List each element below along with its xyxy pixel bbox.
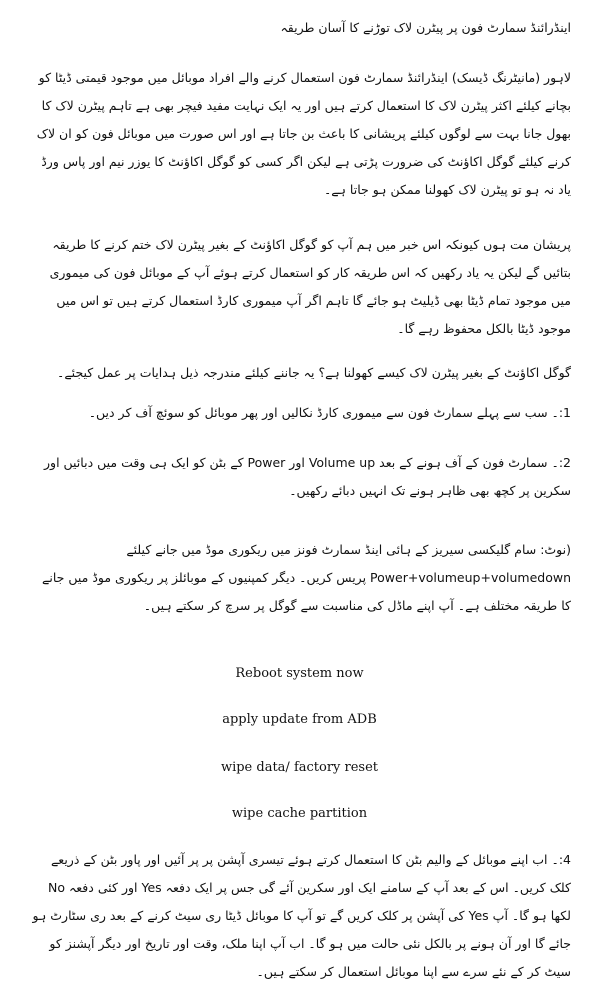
paragraph-instructions-intro: گوگل اکاؤنٹ کے بغیر پیٹرن لاک کیسے کھولنا ہے؟ یہ جاننے کیلئے مندرجہ ذیل ہدایات پر عمل کیجئے۔ xyxy=(57,365,571,380)
step-2: 2:۔ سمارٹ فون کے آف ہونے کے بعد Volume up اور Power کے بٹن کو ایک ہی وقت میں دبائیں اور سکرین پر کچھ بھی ظاہر ہونے تک انہیں دبائے رکھیں۔ xyxy=(44,455,571,498)
recovery-option-reboot: Reboot system now xyxy=(235,666,364,681)
paragraph-intro: لاہور (مانیٹرنگ ڈیسک) اینڈرائنڈ سمارٹ فون استعمال کرنے والے افراد موبائل میں موجود قیمتی ڈیٹا کو بچانے کیلئے اکثر پیٹرن لاک کا استعمال کرتے ہیں اور یہ ایک نہایت مفید فیچر بھی ہے تاہم پیٹرن لاک کا بھول جانا بہت سے لوگوں کیلئے پریشانی کا باعث بن جاتا ہے اور اس صورت میں موبائل فون کو ان لاک کرنے کیلئے گوگل اکاؤنٹ کی ضرورت پڑتی ہے لیکن اگر کسی کو گوگل اکاؤنٹ کا یوزر نیم اور پاس ورڈ یاد نہ ہو تو پیٹرن لاک کھولنا ممکن ہو جاتا ہے۔ xyxy=(36,70,571,197)
note-paragraph: (نوٹ: سام گلیکسی سیریز کے ہائی اینڈ سمارٹ فونز میں ریکوری موڈ میں جانے کیلئے Power+volumeup+volumedown پریس کریں۔ دیگر کمپنیوں کے موبائلز پر ریکوری موڈ میں جانے کا طریقہ مختلف ہے۔ آپ اپنے ماڈل کی مناسبت سے گوگل پر سرچ کر سکتے ہیں۔ xyxy=(42,542,571,613)
recovery-option-apply-update: apply update from ADB xyxy=(222,712,377,727)
recovery-option-wipe-cache: wipe cache partition xyxy=(231,806,368,821)
step-4: 4:۔ اب اپنے موبائل کے والیم بٹن کا استعمال کرتے ہوئے تیسری آپشن پر پر آئیں اور پاور بٹن کے ذریعے کلک کریں۔ اس کے بعد آپ کے سامنے ایک اور سکرین آئے گی جس پر ایک دفعہ Yes اور کئی دفعہ No لکھا ہو گا۔ آپ Yes کی آپشن پر کلک کریں گے تو آپ کا موبائل ڈیٹا ری سیٹ کرنے کے بعد ری سٹارٹ ہو جائے گا اور آن ہونے پر بالکل نئی حالت میں ہو گا۔ اب آپ اپنا ملک، وقت اور تاریخ اور دیگر آپشنز کو سیٹ کر کے نئے سرے سے اپنا موبائل استعمال کر سکتے ہیں۔ xyxy=(32,852,571,979)
paragraph-warning: پریشان مت ہوں کیونکہ اس خبر میں ہم آپ کو گوگل اکاؤنٹ کے بغیر پیٹرن لاک ختم کرنے کا طریقہ بتائیں گے لیکن یہ یاد رکھیں کہ اس طریقہ کار کو استعمال کرتے ہوئے آپ کے موبائل فون کی میموری میں موجود تمام ڈیٹا بھی ڈیلیٹ ہو جائے گا تاہم اگر آپ میموری کارڈ استعمال کرتے ہیں تو اس میں موجود ڈیٹا بالکل محفوظ رہے گا۔ xyxy=(49,237,571,336)
step-1: 1:۔ سب سے پہلے سمارٹ فون سے میموری کارڈ نکالیں اور پھر موبائل کو سوئچ آف کر دیں۔ xyxy=(88,405,571,420)
article-title: اینڈرائنڈ سمارٹ فون پر پیٹرن لاک توڑنے کا آسان طریقہ xyxy=(280,20,571,35)
recovery-option-wipe-data: wipe data/ factory reset xyxy=(220,760,379,775)
